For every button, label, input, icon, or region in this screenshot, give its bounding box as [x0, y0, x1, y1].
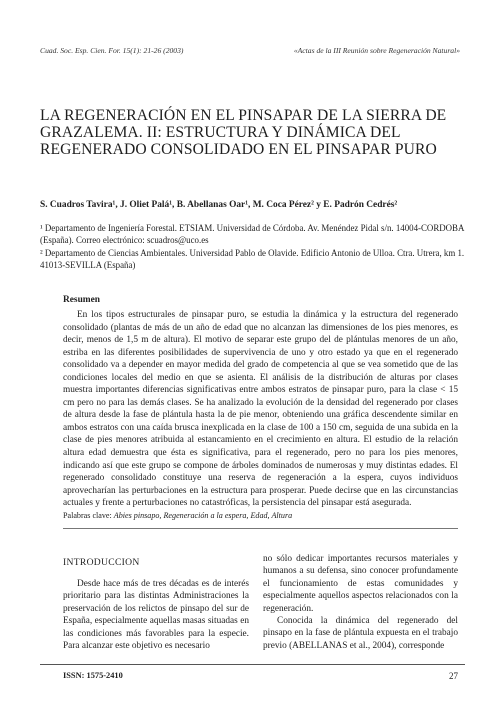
- abstract-text: En los tipos estructurales de pinsapar puro, se estudia la dinámica y la estructura del regenerado consolidado (plantas de más de un año de edad que no alcanzan las dimensiones de los pies menores, es decir, menos de 1,5 m de altura). El motivo de separar este grupo del de plántulas menores de un año, estriba en las diferentes posibilidades de supervivencia de uno y otro estado ya que en el regenerado consolidado va a depender en mayor medida del grado de competencia al que se vea sometido que de las condiciones locales del medio en que se asienta. El análisis de la distribución de alturas por clases muestra importantes diferencias significativas entre ambos estratos de pinsapar puro, para la clase < 15 cm pero no para las demás clases. Se ha analizado la evolución de la densidad del regenerado por clases de altura desde la fase de plántula hasta la de pie menor, obteniendo una gráfica descendente similar en ambos estratos con una caída brusca inexplicada en la clase de 100 a 150 cm, seguida de una subida en la clase de pies menores atribuida al estancamiento en el crecimiento en altura. El estudio de la relación altura edad demuestra que ésta es significativa, para el regenerado, pero no para los pies menores, indicando así que este grupo se compone de árboles dominados de numerosas y muy distintas edades. El regenerado consolidado constituye una reserva de regeneración a la espera, cuyos individuos aprovecharían las perturbaciones en la estructura para prosperar. Puede decirse que en las circunstancias actuales y frente a perturbaciones no catastróficas, la persistencia del pinsapar está asegurada.: [63, 310, 458, 509]
- section-divider: [63, 528, 458, 529]
- intro-paragraph-right-2: Conocida la dinámica del regenerado del pinsapo en la fase de plántula expuesta en el trabajo previo (ABELLANAS et al., 2004), corresponde: [263, 616, 458, 651]
- intro-heading: INTRODUCCION: [63, 557, 140, 568]
- abstract-heading: Resumen: [63, 295, 100, 305]
- affiliation-2: ² Departamento de Ciencias Ambientales. Universidad Pablo de Olavide. Edificio Antonio de Ulloa. Ctra. Utrera, km 1. 41013-SEVILLA (España): [40, 248, 465, 271]
- page-number: 27: [449, 671, 458, 681]
- footer-issn: ISSN: 1575-2410: [63, 671, 123, 680]
- keywords-label: Palabras clave:: [63, 511, 112, 520]
- running-header-journal: Cuad. Soc. Esp. Cien. For. 15(1): 21-26 (2003): [40, 46, 184, 55]
- keywords-line: [63, 511, 292, 520]
- intro-paragraph-right-1: no sólo dedicar importantes recursos materiales y humanos a su defensa, sino conocer profundamente el funcionamiento de estas comunidades y especialmente aquellos aspectos relacionados con la regeneración.: [263, 554, 458, 614]
- running-header-meeting: «Actas de la III Reunión sobre Regeneración Natural»: [293, 46, 460, 55]
- footer-rule: [40, 664, 465, 665]
- intro-paragraph-left: Desde hace más de tres décadas es de interés prioritario para las distintas Administraciones la preservación de los relictos de pinsapo del sur de España, especialmente aquellas masas situadas en las condiciones más favorables para la especie. Para alcanzar este objetivo es necesario: [63, 579, 249, 652]
- paper-title: LA REGENERACIÓN EN EL PINSAPAR DE LA SIERRA DE GRAZALEMA. II: ESTRUCTURA Y DINÁMICA DEL REGENERADO CONSOLIDADO EN EL PINSAPAR PURO: [40, 107, 447, 159]
- affiliation-1: ¹ Departamento de Ingeniería Forestal. ETSIAM. Universidad de Córdoba. Av. Menéndez Pidal s/n. 14004-CORDOBA (España). Correo electrónico: scuadros@uco.es: [40, 223, 464, 246]
- author-list: S. Cuadros Tavira¹, J. Oliet Palá¹, B. Abellanas Oar¹, M. Coca Pérez² y E. Padrón Cedrés²: [40, 200, 398, 210]
- keywords-terms: Abies pinsapo, Regeneración a la espera, Edad, Altura: [113, 511, 293, 520]
